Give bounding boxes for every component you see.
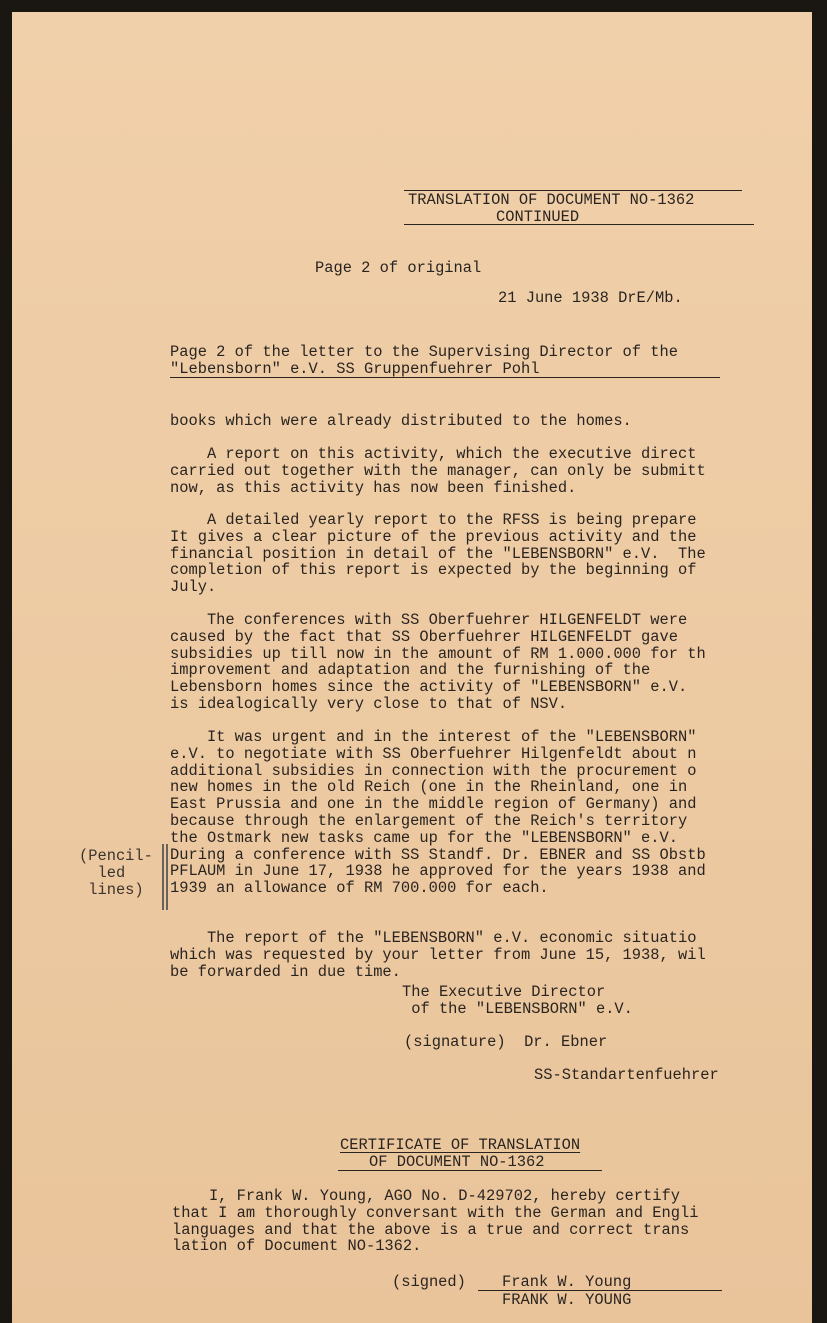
- body-line: The conferences with SS Oberfuehrer HILGENFELDT were: [170, 611, 688, 629]
- body-line: It was urgent and in the interest of the "LEBENSBORN": [170, 728, 697, 746]
- page-reference: Page 2 of original: [315, 259, 482, 277]
- document-page: [12, 12, 812, 1323]
- body-line: A detailed yearly report to the RFSS is being prepare: [170, 511, 697, 529]
- body-line: is idealogically very close to that of NSV.: [170, 694, 568, 713]
- pencil-margin-line-1: [162, 844, 164, 910]
- body-line: completion of this report is expected by the beginning of: [170, 561, 697, 580]
- certificate-line: that I am thoroughly conversant with the German and Engli: [172, 1203, 699, 1222]
- body-line: now, as this activity has now been finished.: [170, 478, 577, 497]
- body-paragraph-2: [170, 446, 706, 496]
- certificate-document: OF DOCUMENT NO-1362: [369, 1153, 545, 1171]
- body-line: e.V. to negotiate with SS Oberfuehrer Hilgenfeldt about n: [170, 744, 697, 763]
- body-paragraph-6: [170, 930, 706, 980]
- body-line: During a conference with SS Standf. Dr. EBNER and SS Obstb: [170, 845, 706, 864]
- body-line: East Prussia and one in the middle region of Germany) and: [170, 795, 697, 814]
- subject-line-2: "Lebensborn" e.V. SS Gruppenfuehrer Pohl: [170, 360, 540, 378]
- body-line: which was requested by your letter from June 15, 1938, wil: [170, 945, 706, 964]
- body-line: be forwarded in due time.: [170, 962, 401, 981]
- body-line: financial position in detail of the "LEBENSBORN" e.V. The: [170, 544, 706, 563]
- pencil-note-line: lines): [79, 880, 144, 899]
- body-line: improvement and adaptation and the furnishing of the: [170, 661, 651, 680]
- certificate-title: CERTIFICATE OF TRANSLATION: [340, 1136, 581, 1154]
- signoff-organization: of the "LEBENSBORN" e.V.: [402, 1000, 633, 1018]
- body-line: because through the enlargement of the Reich's territory: [170, 811, 688, 830]
- body-line: caused by the fact that SS Oberfuehrer HILGENFELDT gave: [170, 627, 678, 646]
- subject-line-1: Page 2 of the letter to the Supervising Director of the: [170, 343, 678, 361]
- header-rule-bottom: [404, 224, 754, 225]
- pencil-note-line: led: [79, 863, 126, 882]
- signoff-signature: (signature) Dr. Ebner: [404, 1033, 608, 1051]
- body-paragraph-1: [170, 413, 632, 430]
- body-line: the Ostmark new tasks came up for the "LEBENSBORN" e.V.: [170, 828, 678, 847]
- pencil-note-line: (Pencil-: [79, 847, 153, 865]
- date-reference: 21 June 1938 DrE/Mb.: [498, 289, 683, 307]
- body-line: new homes in the old Reich (one in the Rheinland, one in: [170, 778, 688, 797]
- body-line: books which were already distributed to the homes.: [170, 412, 632, 430]
- body-line: July.: [170, 578, 217, 597]
- certificate-body: [172, 1188, 698, 1255]
- certificate-line: lation of Document NO-1362.: [172, 1237, 422, 1256]
- typed-name: FRANK W. YOUNG: [502, 1291, 632, 1309]
- body-line: It gives a clear picture of the previous activity and the: [170, 527, 697, 546]
- body-paragraph-4: [170, 612, 706, 713]
- signed-label: (signed): [392, 1273, 466, 1291]
- body-paragraph-3: [170, 512, 706, 596]
- subject-rule: [170, 377, 720, 378]
- body-line: A report on this activity, which the executive direct: [170, 445, 697, 463]
- body-line: PFLAUM in June 17, 1938 he approved for the years 1938 and: [170, 862, 706, 881]
- body-line: additional subsidies in connection with the procurement o: [170, 761, 697, 780]
- certificate-rule: [338, 1170, 602, 1171]
- signoff-title: The Executive Director: [402, 983, 606, 1001]
- body-line: The report of the "LEBENSBORN" e.V. economic situatio: [170, 929, 697, 947]
- body-line: carried out together with the manager, can only be submitt: [170, 461, 706, 480]
- signed-name: Frank W. Young: [502, 1273, 632, 1291]
- header-title: TRANSLATION OF DOCUMENT NO-1362: [408, 191, 695, 209]
- pencil-margin-note: [79, 848, 153, 898]
- body-line: Lebensborn homes since the activity of "LEBENSBORN" e.V.: [170, 678, 688, 697]
- pencil-margin-line-2: [166, 844, 168, 910]
- certificate-line: I, Frank W. Young, AGO No. D-429702, hereby certify: [172, 1187, 680, 1205]
- header-continued: CONTINUED: [496, 208, 580, 226]
- body-paragraph-5: [170, 729, 706, 897]
- body-line: 1939 an allowance of RM 700.000 for each.: [170, 879, 549, 898]
- body-line: subsidies up till now in the amount of RM 1.000.000 for th: [170, 644, 706, 663]
- certificate-line: languages and that the above is a true and correct trans: [172, 1220, 690, 1239]
- signoff-rank: SS-Standartenfuehrer: [534, 1066, 719, 1084]
